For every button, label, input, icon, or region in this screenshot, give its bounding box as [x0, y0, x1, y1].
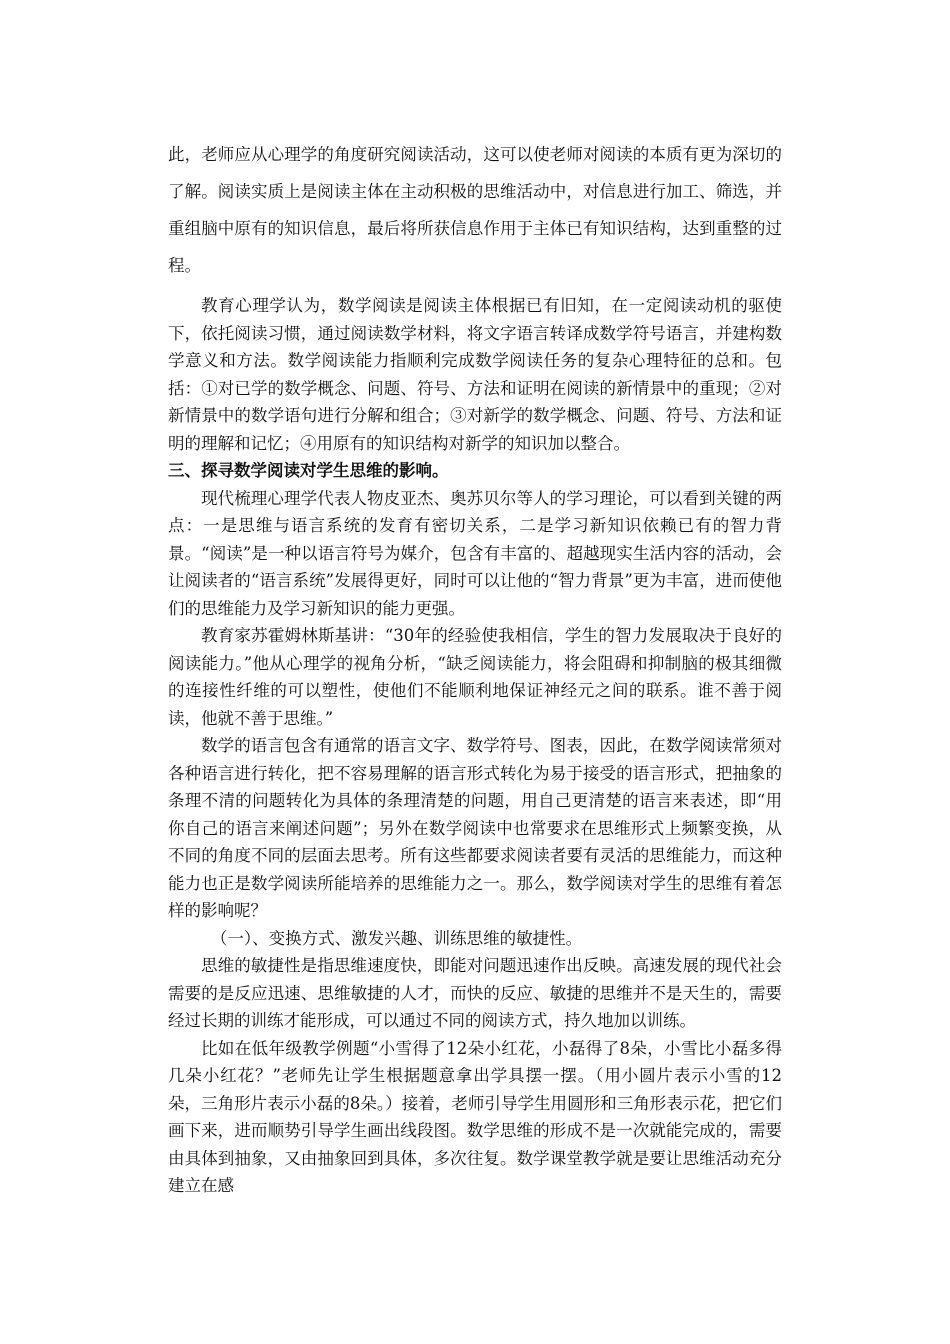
- paragraph-sukhomlinsky: 教育家苏霍姆林斯基讲：“30年的经验使我相信，学生的智力发展取决于良好的阅读能力。”他从心理学的视角分析，“缺乏阅读能力，将会阻碍和抑制脑的极其细微的连接性纤维的可以塑性，使他们不能顺利地保证神经元之间的联系。谁不善于阅读，他就不善于思维。”: [168, 626, 782, 728]
- paragraph-continuation: 此，老师应从心理学的角度研究阅读活动，这可以使老师对阅读的本质有更为深切的了解。阅读实质上是阅读主体在主动积极的思维活动中，对信息进行加工、筛选，并重组脑中原有的知识信息，最后将所获信息作用于主体已有知识结构，达到重整的过程。: [168, 145, 782, 275]
- subsection-heading: （一）、变换方式、激发兴趣、训练思维的敏捷性。: [210, 928, 583, 948]
- section-heading: 三、探寻数学阅读对学生思维的影响。: [168, 461, 449, 480]
- paragraph-learning-theory: 现代梳理心理学代表人物皮亚杰、奥苏贝尔等人的学习理论，可以看到关键的两点：一是思维与语言系统的发育有密切关系，二是学习新知识依赖已有的智力背景。“阅读”是一种以语言符号为媒介，包含有丰富的、超越现实生活内容的活动，会让阅读者的“语言系统”发展得更好，同时可以让他的“智力背景”更为丰富，进而使他们的思维能力及学习新知识的能力更强。: [168, 488, 782, 618]
- paragraph-math-language: 数学的语言包含有通常的语言文字、数学符号、图表，因此，在数学阅读常须对各种语言进行转化，把不容易理解的语言形式转化为易于接受的语言形式，把抽象的条理不清的问题转化为具体的条理清楚的问题，用自己更清楚的语言来表述，即“用你自己的语言来阐述问题”；另外在数学阅读中也常要求在思维形式上频繁变换，从不同的角度不同的层面去思考。所有这些都要求阅读者要有灵活的思维能力，而这种能力也正是数学阅读所能培养的思维能力之一。那么，数学阅读对学生的思维有着怎样的影响呢？: [168, 736, 782, 920]
- paragraph-example: 比如在低年级教学例题“小雪得了12朵小红花，小磊得了8朵，小雪比小磊多得几朵小红花？”老师先让学生根据题意拿出学具摆一摆。（用小圆片表示小雪的12朵，三角形片表示小磊的8朵。）接着，老师引导学生用圆形和三角形表示花，把它们画下来，进而顺势引导学生画出线段图。数学思维的形成不是一次就能完成的，需要由具体到抽象，又由抽象回到具体，多次往复。数学课堂教学就是要让思维活动充分建立在感: [168, 1038, 782, 1195]
- paragraph-gap: [168, 284, 782, 292]
- paragraph-thinking-agility: 思维的敏捷性是指思维速度快，即能对问题迅速作出反映。高速发展的现代社会需要的是反应迅速、思维敏捷的人才，而快的反应、敏捷的思维并不是天生的，需要经过长期的训练才能形成，可以通过不同的阅读方式，持久地加以训练。: [168, 956, 782, 1030]
- paragraph-math-reading-definition: 教育心理学认为，数学阅读是阅读主体根据已有旧知，在一定阅读动机的驱使下，依托阅读习惯，通过阅读数学材料，将文字语言转译成数学符号语言，并建构数学意义和方法。数学阅读能力指顺利完成数学阅读任务的复杂心理特征的总和。包括：①对已学的数学概念、问题、符号、方法和证明在阅读的新情景中的重现；②对新情景中的数学语句进行分解和组合；③对新学的数学概念、问题、符号、方法和证明的理解和记忆；④用原有的知识结构对新学的知识加以整合。: [168, 296, 782, 453]
- document-page: [168, 136, 782, 1200]
